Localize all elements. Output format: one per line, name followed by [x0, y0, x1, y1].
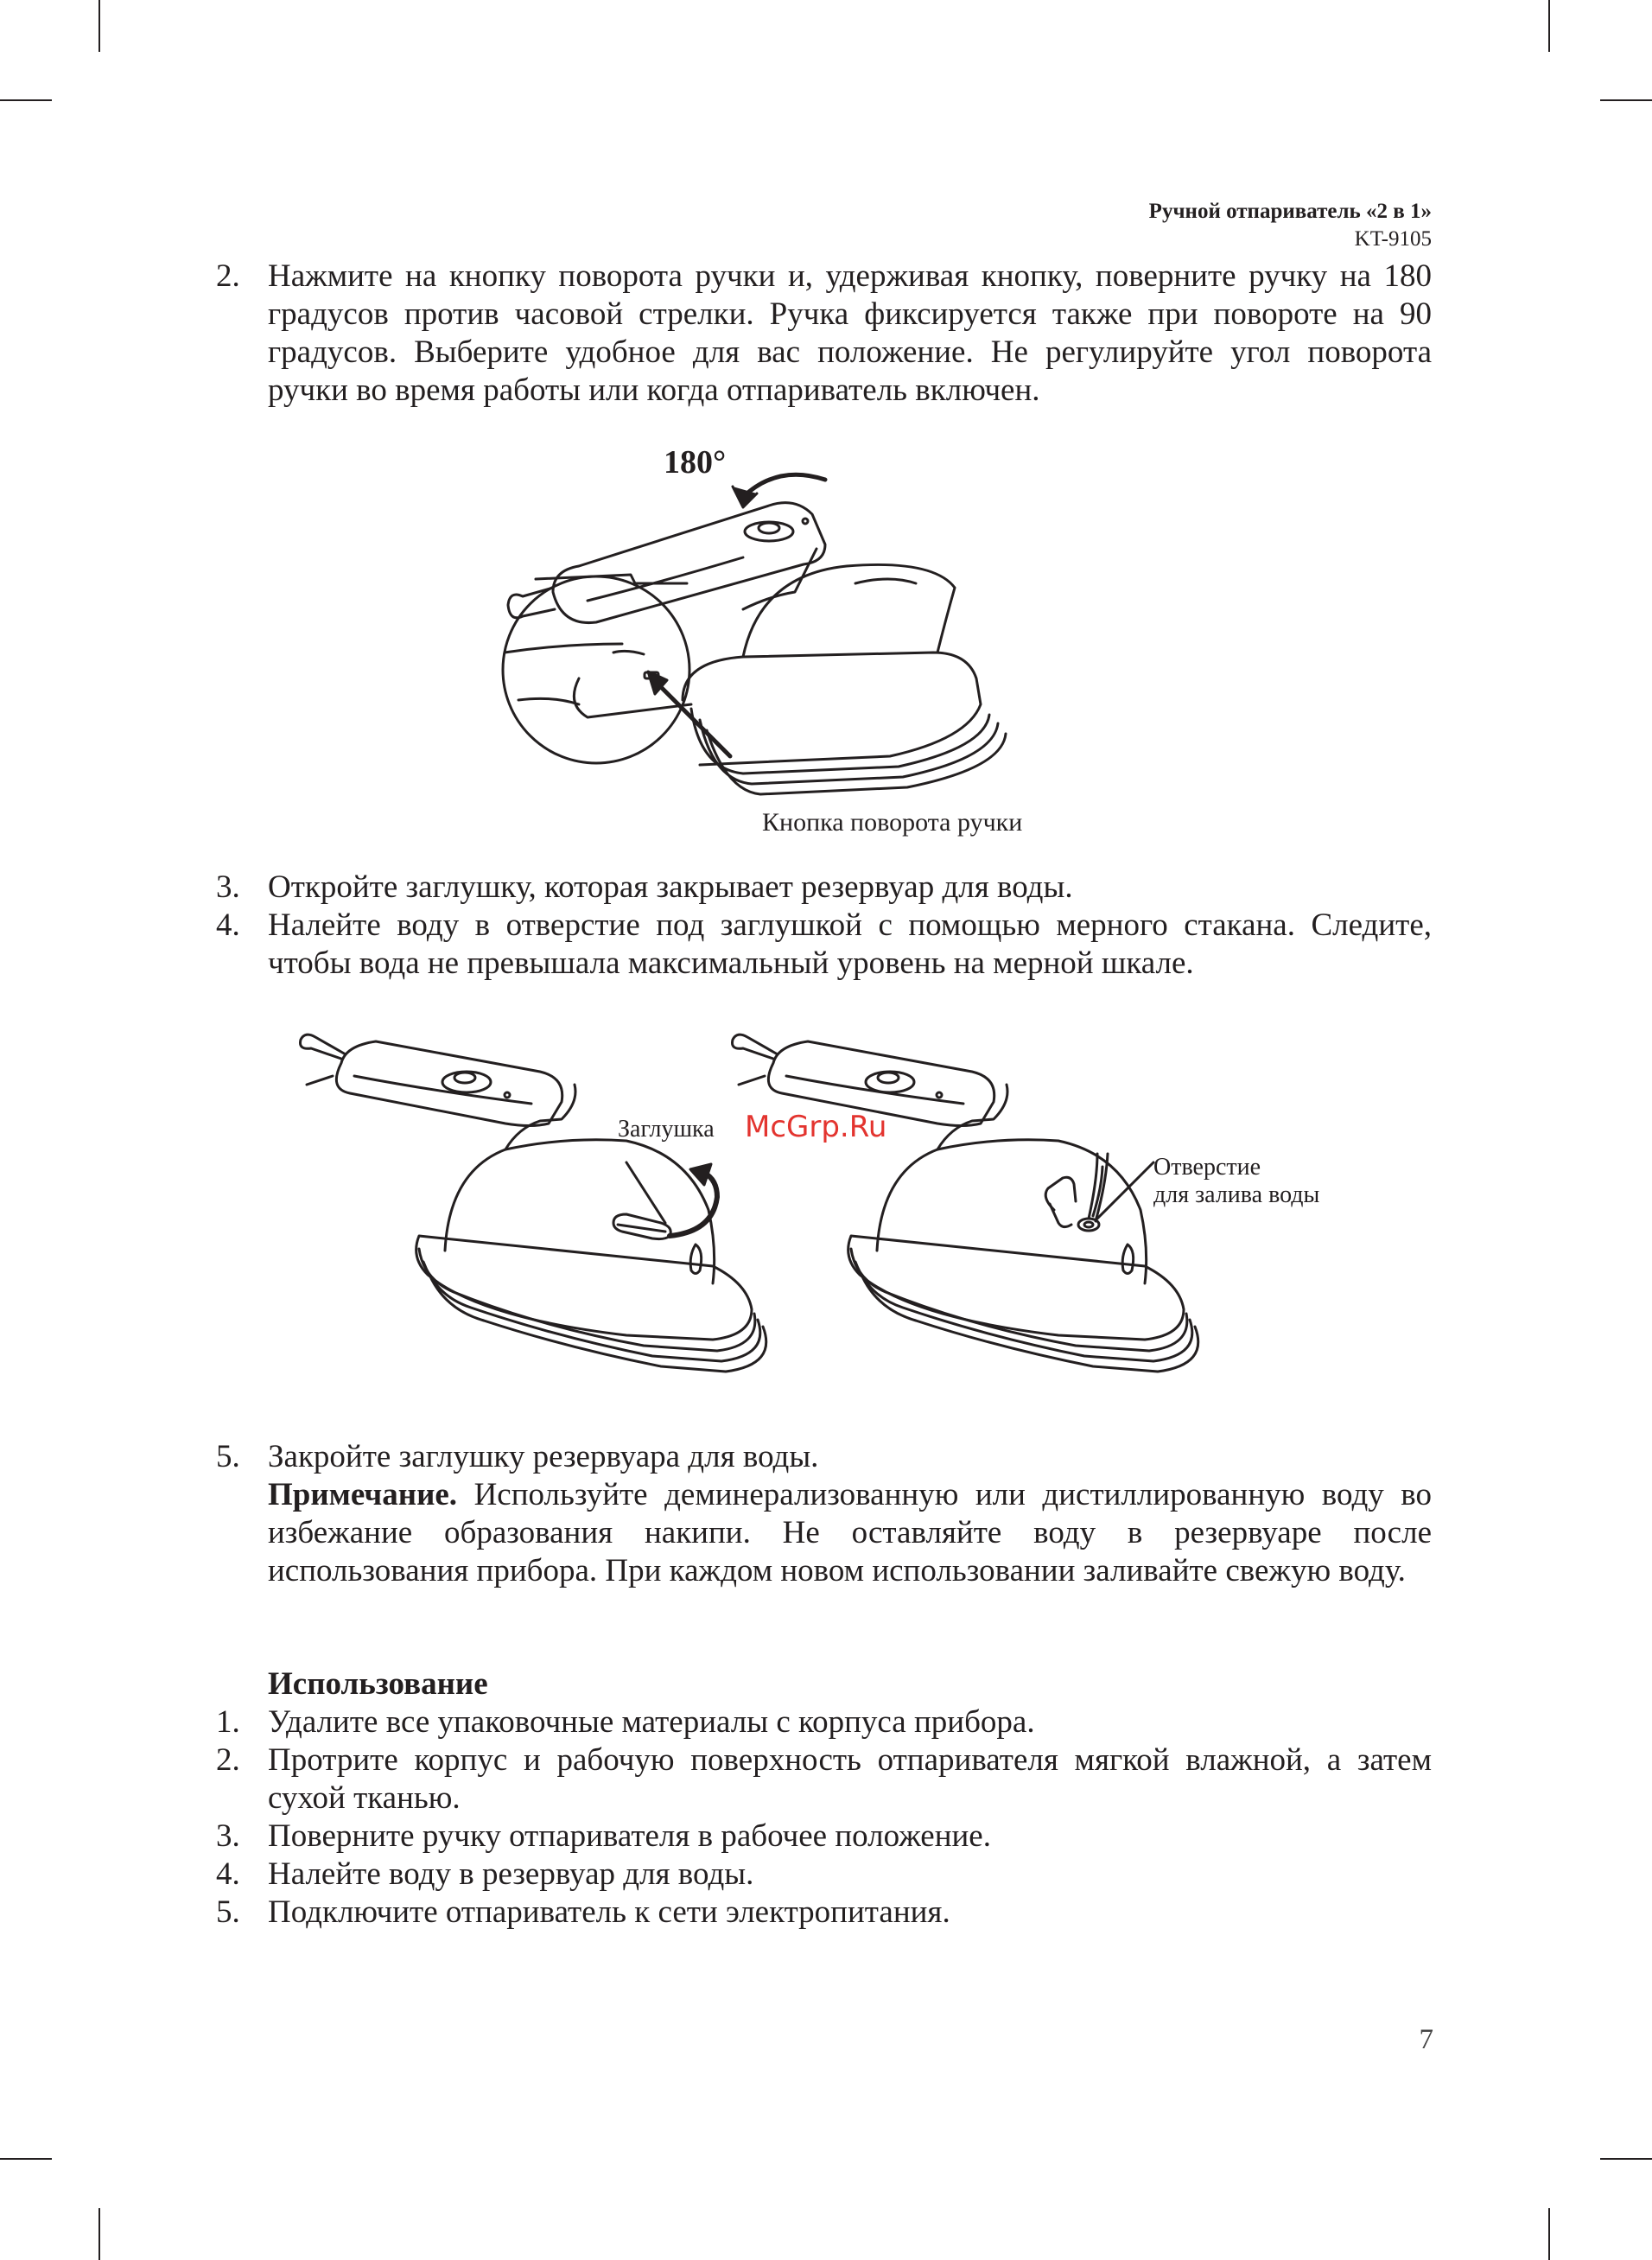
item-text: Поверните ручку отпаривателя в рабочее положение.	[268, 1818, 991, 1854]
plug-label: Заглушка	[618, 1116, 715, 1143]
item-number: 2.	[216, 258, 240, 294]
item-number: 2.	[216, 1742, 240, 1778]
item-number: 3.	[216, 1818, 240, 1854]
item-text: Закройте заглушку резервуара для воды.	[268, 1439, 819, 1474]
item-text: Подключите отпариватель к сети электропитания.	[268, 1894, 950, 1930]
list-item	[216, 1438, 1432, 1476]
steamer-illustration-rotation	[484, 445, 1089, 843]
item-number: 5.	[216, 1439, 240, 1474]
header-title: Ручной отпариватель «2 в 1»	[1148, 200, 1432, 223]
item-number: 5.	[216, 1894, 240, 1930]
list-item	[216, 1703, 1432, 1741]
list-item	[216, 1741, 1432, 1818]
steps-3-4-block	[216, 869, 1432, 983]
note-label: Примечание.	[268, 1477, 458, 1512]
crop-mark	[98, 2208, 100, 2260]
crop-mark	[1600, 2158, 1652, 2160]
item-text: Нажмите на кнопку поворота ручки и, удерживая кнопку, поверните ручку на 180 градусов против часовой стрелки. Ручка фиксируется также при повороте на 90 градусов. Выберите удобное для вас положение. Не регулируйте угол поворота ручки во время работы или когда отпариватель включен.	[268, 258, 1432, 408]
item-number: 4.	[216, 907, 240, 943]
item-text: Налейте воду в отверстие под заглушкой с помощью мерного стакана. Следите, чтобы вода не превышала максимальный уровень на мерной шкале.	[268, 907, 1432, 981]
crop-mark	[0, 99, 52, 101]
usage-section	[216, 1665, 1432, 1932]
note-paragraph	[216, 1476, 1432, 1590]
running-header	[1149, 197, 1432, 252]
item-number: 3.	[216, 869, 240, 905]
list-item	[216, 1894, 1432, 1932]
crop-mark	[98, 0, 100, 52]
crop-mark	[1548, 0, 1550, 52]
opening-label-line1: Отверстие	[1153, 1154, 1261, 1181]
list-item	[216, 907, 1432, 983]
header-model: KT-9105	[1354, 227, 1432, 251]
figure-water-filling	[281, 1024, 1395, 1422]
item-text: Налейте воду в резервуар для воды.	[268, 1856, 754, 1892]
opening-label-line2: для залива воды	[1153, 1181, 1320, 1208]
list-item	[216, 258, 1432, 410]
item-number: 4.	[216, 1856, 240, 1892]
step-5-block	[216, 1438, 1432, 1590]
note-text: Используйте деминерализованную или дистиллированную воду во избежание образования накипи. Не оставляйте воду в резервуаре после использования прибора. При каждом новом использовании заливайте свежую воду.	[268, 1477, 1432, 1588]
item-text: Откройте заглушку, которая закрывает резервуар для воды.	[268, 869, 1073, 905]
crop-mark	[1600, 99, 1652, 101]
crop-mark	[1548, 2208, 1550, 2260]
item-text: Удалите все упаковочные материалы с корпуса прибора.	[268, 1704, 1035, 1740]
watermark-text: McGrp.Ru	[745, 1110, 887, 1144]
step-2-block	[216, 258, 1432, 410]
item-number: 1.	[216, 1704, 240, 1740]
page-number: 7	[1419, 2024, 1433, 2055]
list-item	[216, 1856, 1432, 1894]
list-item	[216, 1818, 1432, 1856]
crop-mark	[0, 2158, 52, 2160]
usage-heading: Использование	[268, 1666, 488, 1702]
steamer-illustration-filling	[281, 1024, 1395, 1422]
list-item	[216, 869, 1432, 907]
item-text: Протрите корпус и рабочую поверхность отпаривателя мягкой влажной, а затем сухой тканью.	[268, 1742, 1432, 1816]
figure-caption: Кнопка поворота ручки	[762, 808, 1023, 837]
figure-handle-rotation	[484, 445, 1089, 843]
angle-label: 180°	[664, 445, 727, 481]
